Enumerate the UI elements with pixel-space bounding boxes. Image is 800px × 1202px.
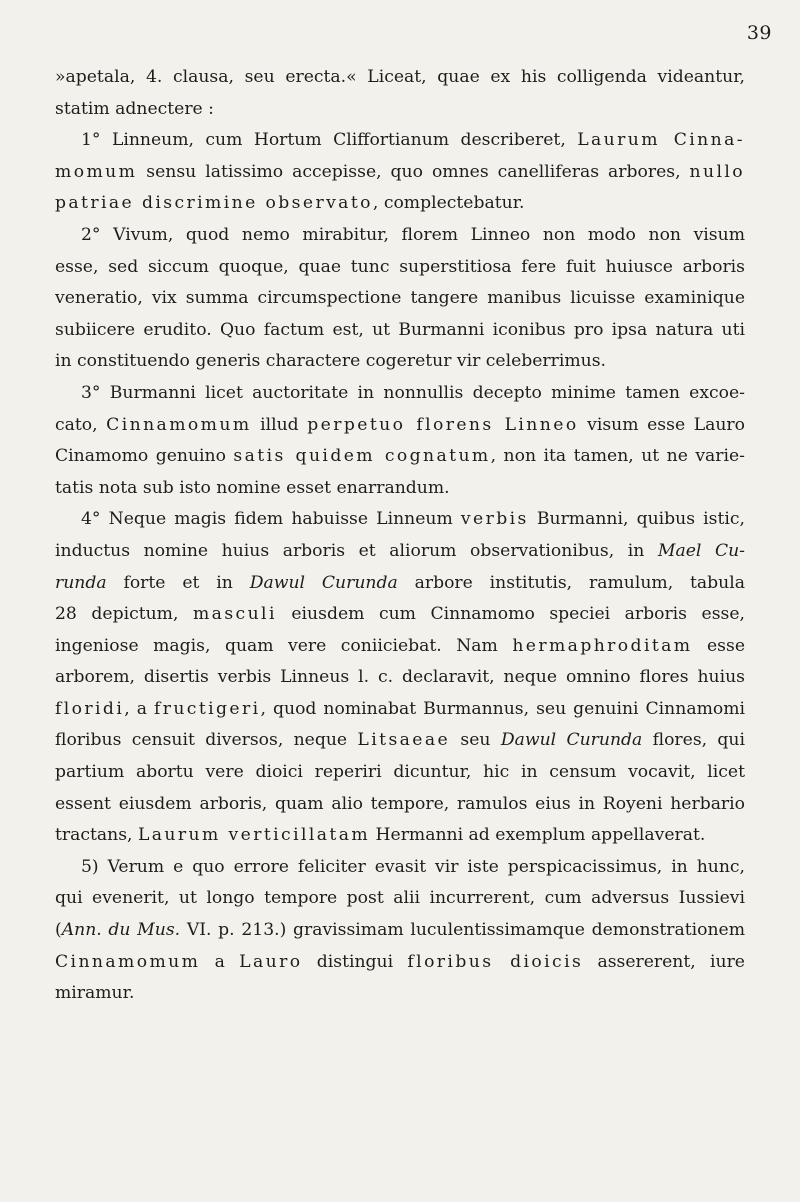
body-text	[55, 62, 745, 1010]
text-segment: arbore institutis, ramulum, tabula	[397, 572, 745, 593]
spaced-emphasis-text: floribus dioicis	[407, 951, 584, 972]
text-line	[55, 62, 745, 94]
text-line	[55, 725, 745, 757]
text-segment: sensu latissimo accepisse, quo omnes canelliferas arbores,	[137, 161, 690, 182]
text-line	[55, 125, 745, 157]
text-segment: Hermanni ad exemplum appellaverat.	[370, 825, 706, 846]
text-line	[55, 473, 745, 505]
text-segment: Burmanni, quibus istic,	[528, 509, 745, 530]
text-line	[55, 852, 745, 884]
text-line	[55, 820, 745, 852]
text-line	[55, 915, 745, 947]
text-segment: , quod nominabat Burmannus, seu genuini Cinnamomi	[260, 698, 745, 719]
text-segment: flores, qui	[642, 730, 745, 751]
text-segment: 1° Linneum, cum Hortum Cliffortianum describeret,	[81, 130, 578, 151]
page-number: 39	[746, 22, 772, 44]
text-segment: illud	[251, 414, 308, 435]
text-segment: , a	[124, 698, 154, 719]
text-segment: VI. p. 213.) gravissimam luculentissimamque demonstrationem	[180, 920, 745, 941]
spaced-emphasis-text: nullo	[689, 161, 745, 182]
text-segment: 28 depictum,	[55, 604, 193, 625]
spaced-emphasis-text: Litsaeae	[357, 730, 451, 751]
text-segment: visum esse Lauro	[578, 414, 745, 435]
spaced-emphasis-text: fructigeri	[153, 698, 261, 719]
spaced-emphasis-text: Cinnamomum	[55, 951, 201, 972]
italic-text: Mael Cu-	[657, 540, 745, 561]
italic-text: Ann. du Mus.	[61, 920, 181, 941]
spaced-emphasis-text: Cinnamomum	[106, 414, 252, 435]
spaced-emphasis-text: floridi	[55, 698, 125, 719]
spaced-emphasis-text: hermaphroditam	[512, 635, 693, 656]
text-line	[55, 283, 745, 315]
text-line	[55, 252, 745, 284]
spaced-emphasis-text: satis quidem cognatum	[233, 446, 491, 467]
text-line	[55, 757, 745, 789]
text-segment: 5) Verum e quo errore feliciter evasit vir iste perspicacissimus, in hunc,	[81, 856, 745, 877]
text-segment: a	[200, 951, 240, 972]
text-line	[55, 378, 745, 410]
italic-text: Dawul Curunda	[500, 730, 643, 751]
text-line	[55, 157, 745, 189]
spaced-emphasis-text: Laurum verticillatam	[137, 825, 371, 846]
text-line	[55, 978, 745, 1010]
text-segment: esse, sed siccum quoque, quae tunc superstitiosa fere fuit huiusce arboris	[55, 256, 745, 277]
text-segment: miramur.	[55, 983, 135, 1004]
text-segment: »apetala, 4. clausa, seu erecta.« Liceat, quae ex his colligenda videantur,	[55, 67, 745, 87]
text-segment: floribus censuit diversos, neque	[55, 730, 358, 751]
spaced-emphasis-text: Lauro	[239, 951, 303, 972]
text-line	[55, 631, 745, 663]
text-segment: qui evenerit, ut longo tempore post alii incurrerent, cum adversus Iussievi	[55, 888, 745, 909]
text-segment: Cinamomo genuino	[55, 446, 234, 467]
text-line	[55, 536, 745, 568]
text-segment: inductus nomine huius arboris et aliorum observationibus, in	[55, 540, 658, 561]
italic-text: runda	[55, 572, 107, 593]
italic-text: Dawul Curunda	[249, 572, 398, 593]
text-segment: subiicere erudito. Quo factum est, ut Burmanni iconibus pro ipsa natura uti	[55, 319, 745, 340]
text-line	[55, 662, 745, 694]
text-segment: partium abortu vere dioici reperiri dicuntur, hic in censum vocavit, licet	[55, 762, 745, 783]
text-segment: 3° Burmanni licet auctoritate in nonnullis decepto minime tamen excoe-	[81, 382, 745, 403]
text-line	[55, 441, 745, 473]
text-segment: ingeniose magis, quam vere coniiciebat. Nam	[55, 635, 513, 656]
spaced-emphasis-text: verbis	[460, 509, 529, 530]
text-segment: , complectebatur.	[372, 193, 525, 214]
spaced-emphasis-text: Laurum Cinna-	[577, 130, 745, 151]
text-segment: assererent, iure	[583, 951, 745, 972]
text-line	[55, 947, 745, 979]
text-segment: (	[55, 920, 62, 941]
text-segment: arborem, disertis verbis Linneus l. c. declaravit, neque omnino flores huius	[55, 667, 745, 688]
text-line	[55, 94, 745, 126]
text-segment: 4° Neque magis fidem habuisse Linneum	[81, 509, 461, 530]
text-segment: in constituendo generis charactere cogeretur vir celeberrimus.	[55, 351, 606, 372]
text-segment: forte et in	[106, 572, 250, 593]
text-line	[55, 789, 745, 821]
text-line	[55, 188, 745, 220]
text-segment: essent eiusdem arboris, quam alio tempore, ramulos eius in Royeni herbario	[55, 793, 745, 814]
text-segment: 2° Vivum, quod nemo mirabitur, florem Linneo non modo non visum	[81, 224, 745, 245]
spaced-emphasis-text: perpetuo florens Linneo	[307, 414, 579, 435]
text-line	[55, 315, 745, 347]
text-line	[55, 883, 745, 915]
spaced-emphasis-text: momum	[55, 161, 138, 182]
text-line	[55, 346, 745, 378]
text-line	[55, 504, 745, 536]
text-segment: , non ita tamen, ut ne varie-	[490, 446, 745, 467]
text-segment: tractans,	[55, 825, 138, 846]
spaced-emphasis-text: masculi	[192, 604, 277, 625]
text-line	[55, 568, 745, 600]
text-line	[55, 599, 745, 631]
text-line	[55, 220, 745, 252]
text-line	[55, 694, 745, 726]
text-segment: cato,	[55, 414, 107, 435]
text-segment: eiusdem cum Cinnamomo speciei arboris esse,	[276, 604, 745, 625]
text-segment: statim adnectere :	[55, 98, 214, 119]
text-segment: tatis nota sub isto nomine esset enarrandum.	[55, 477, 450, 498]
spaced-emphasis-text: patriae discrimine observato	[55, 193, 373, 214]
text-segment: esse	[692, 635, 745, 656]
text-segment: seu	[450, 730, 501, 751]
text-line	[55, 410, 745, 442]
text-segment: veneratio, vix summa circumspectione tangere manibus licuisse examinique	[55, 288, 745, 309]
text-segment: distingui	[302, 951, 408, 972]
